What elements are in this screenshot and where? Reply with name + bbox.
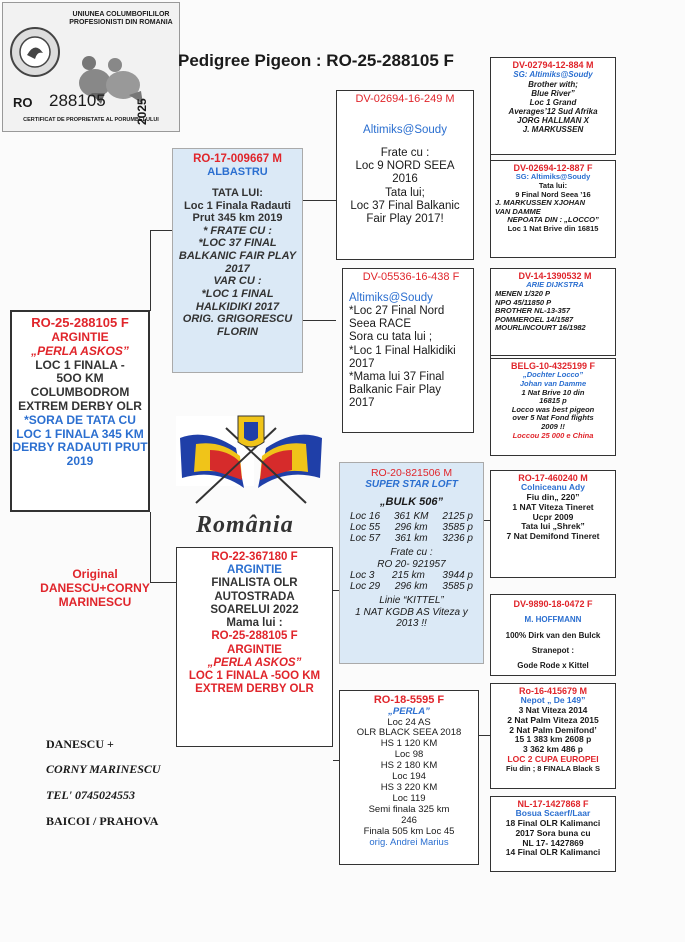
gg-line: 1 Nat Brive 10 din bbox=[521, 387, 585, 397]
mother-color: ARGINTIE bbox=[227, 564, 282, 577]
subject-line: 2019 bbox=[66, 454, 94, 469]
gg-line: POMMEROEL 14/1587 bbox=[495, 314, 574, 324]
gg-line: 16815 p bbox=[539, 396, 567, 406]
page-title: Pedigree Pigeon : RO-25-288105 F bbox=[178, 51, 454, 70]
owner-phone: TEL' 0745024553 bbox=[46, 788, 135, 802]
mf-result-p: 3944 p bbox=[442, 570, 473, 582]
gg-line: 1 NAT Viteza Tineret bbox=[512, 501, 594, 512]
father-ring: RO-17-009667 M bbox=[193, 153, 282, 165]
mf-result-row bbox=[340, 533, 483, 544]
mf-result-loc: Loc 3 bbox=[350, 570, 375, 582]
gg-line: J. MARKUSSEN bbox=[522, 125, 584, 135]
mm-name: „PERLA” bbox=[388, 705, 430, 717]
gg-line: 7 Nat Demifond Tineret bbox=[506, 531, 600, 542]
father-line: VAR CU : bbox=[213, 275, 262, 288]
gg-card-2 bbox=[490, 160, 616, 258]
fm-line: *Mama lui 37 Final bbox=[349, 370, 445, 383]
gg-line: JORG HALLMAN X bbox=[517, 116, 589, 126]
gg-line: Gode Rode x Kittel bbox=[517, 660, 589, 670]
mf-result-p: 3585 p bbox=[442, 522, 473, 534]
mf-ring: RO-20-821506 M bbox=[370, 467, 453, 479]
gg-card-7 bbox=[490, 683, 616, 789]
gg-line: Locco was best pigeon bbox=[511, 404, 595, 414]
fm-line: *Loc 27 Final Nord bbox=[349, 304, 445, 317]
ff-line: Frate cu : bbox=[380, 146, 430, 159]
origin-label: Original bbox=[72, 567, 118, 581]
gg-breeder: Bosua Scaerf/Laar bbox=[515, 808, 591, 819]
mf-result-km: 215 km bbox=[392, 570, 425, 582]
connector-mm-gg bbox=[479, 735, 490, 736]
gg-line: 2017 Sora buna cu bbox=[515, 827, 591, 838]
gg-line: Loccou 25 000 e China bbox=[512, 430, 594, 440]
gg-line: 100% Dirk van den Bulck bbox=[505, 630, 601, 640]
ff-ring: DV-02694-16-249 M bbox=[355, 93, 455, 105]
romania-flags-icon bbox=[176, 408, 326, 518]
owner-city: BAICOI / PRAHOVA bbox=[46, 814, 159, 828]
gg-line: 3 362 km 486 p bbox=[522, 744, 583, 755]
mother-line: Mama lui : bbox=[226, 617, 283, 630]
subject-color: ARGINTIE bbox=[51, 329, 109, 344]
origin-value: DANESCU+CORNY MARINESCU bbox=[40, 580, 150, 609]
mf-frate-ring: RO 20- 921957 bbox=[377, 558, 446, 570]
father-line: *LOC 37 FINAL bbox=[198, 237, 277, 250]
subject-line: *SORA DE TATA CU bbox=[24, 412, 136, 427]
ff-line: Fair Play 2017! bbox=[366, 212, 444, 225]
subject-card bbox=[10, 310, 150, 512]
fm-line: Balkanic Fair Play bbox=[349, 384, 442, 397]
mm-line: Semi finala 325 km bbox=[368, 803, 450, 815]
gg-ring: DV-9890-18-0472 F bbox=[513, 599, 593, 609]
subject-name: „PERLA ASKOS” bbox=[31, 343, 129, 358]
gg-line: Loc 1 Grand bbox=[529, 97, 577, 107]
certificate-ring: 288105 bbox=[49, 91, 106, 110]
romania-flag bbox=[176, 408, 326, 543]
mm-line: HS 1 120 KM bbox=[380, 738, 438, 750]
mm-card bbox=[339, 690, 479, 865]
subject-line: LOC 1 FINALA - bbox=[35, 357, 125, 372]
gg-line: NL 17- 1427869 bbox=[522, 837, 584, 848]
mother-ref-ring: RO-25-288105 F bbox=[211, 630, 298, 643]
gg-line: LOC 2 CUPA EUROPEI bbox=[507, 753, 599, 764]
subject-line: COLUMBODROM bbox=[30, 385, 130, 400]
ff-card bbox=[336, 90, 474, 260]
mf-result-row bbox=[340, 511, 483, 522]
father-line: FLORIN bbox=[217, 325, 258, 338]
gg-ring: RO-17-460240 M bbox=[518, 473, 588, 483]
father-line: *LOC 1 FINAL bbox=[201, 287, 274, 300]
gg-line: Averages’12 Sud Afrika bbox=[508, 107, 598, 117]
gg-line: Ucpr 2009 bbox=[532, 511, 574, 522]
mf-line: 2013 !! bbox=[396, 618, 427, 630]
mf-breeder: SUPER STAR LOFT bbox=[365, 479, 458, 491]
gg-ring: NL-17-1427868 F bbox=[517, 799, 589, 809]
gg-breeder: Colniceanu Ady bbox=[521, 482, 585, 493]
gg-line: Loc 1 Nat Brive din 16815 bbox=[507, 224, 599, 234]
gg-line: MENEN 1/320 P bbox=[495, 288, 551, 298]
certificate-country: RO bbox=[13, 95, 33, 110]
gg-line: 15 1 383 km 2608 p bbox=[514, 734, 592, 745]
gg-ring: DV-02694-12-887 F bbox=[513, 163, 593, 173]
mf-result-loc: Loc 16 bbox=[350, 511, 381, 523]
father-color: ALBASTRU bbox=[207, 166, 268, 179]
gg-line: NEPOATA DIN : „LOCCO” bbox=[507, 215, 599, 225]
certificate-org-line1: UNIUNEA COLUMBOFILILOR bbox=[72, 11, 170, 18]
gg-breeder: SG: Altimiks@Soudy bbox=[513, 70, 593, 80]
mm-line: HS 3 220 KM bbox=[380, 782, 438, 794]
father-line: * FRATE CU : bbox=[203, 224, 272, 237]
father-line: TATA LUI: bbox=[212, 186, 263, 199]
mother-card bbox=[176, 547, 333, 747]
mf-result-km: 361 km bbox=[394, 533, 428, 545]
gg-line: 14 Final OLR Kalimanci bbox=[505, 847, 601, 858]
gg-line: Tata lui „Shrek” bbox=[521, 521, 585, 532]
gg-line: VAN DAMME bbox=[495, 206, 541, 216]
gg-breeder: SG: Altimiks@Soudy bbox=[515, 172, 591, 182]
origin-block bbox=[20, 568, 170, 609]
fm-card bbox=[342, 268, 474, 433]
gg-line: 2 Nat Palm Demifond’ bbox=[509, 724, 597, 735]
fm-line: *Loc 1 Final Halkidiki bbox=[349, 344, 456, 357]
union-logo-icon bbox=[9, 23, 61, 81]
gg-line: over 5 Nat Fond flights bbox=[512, 413, 594, 423]
gg-card-1 bbox=[490, 57, 616, 155]
father-line: HALKIDIKI 2017 bbox=[195, 300, 280, 313]
mf-name: „BULK 506” bbox=[380, 495, 443, 508]
mf-result-km: 361 KM bbox=[393, 511, 429, 523]
fm-breeder: Altimiks@Soudy bbox=[349, 291, 433, 304]
certificate-header bbox=[65, 11, 177, 27]
mf-result-p: 3585 p bbox=[442, 581, 473, 593]
mm-line: Loc 119 bbox=[392, 793, 426, 805]
gg-line: Fiu din„ 220” bbox=[526, 492, 580, 503]
gg-breeder2: Johan van Damme bbox=[519, 378, 587, 388]
mother-ref-line: LOC 1 FINALA -5OO KM bbox=[188, 669, 321, 682]
certificate-stamp bbox=[2, 2, 180, 132]
mf-frate-label: Frate cu : bbox=[390, 547, 433, 559]
owner-line1: DANESCU + bbox=[46, 737, 114, 751]
mf-result-km: 296 km bbox=[394, 581, 428, 593]
mf-result-row bbox=[340, 581, 483, 592]
owner-block bbox=[46, 732, 161, 834]
fm-line: 2017 bbox=[349, 357, 375, 370]
fm-line: Sora cu tata lui ; bbox=[349, 331, 433, 344]
gg-breeder: Nepot „ De 149” bbox=[520, 695, 586, 706]
mm-line: Finala 505 km Loc 45 bbox=[363, 825, 455, 837]
mf-results bbox=[340, 511, 483, 544]
ff-line: Tata lui; bbox=[385, 186, 425, 199]
certificate-org-line2: PROFESIONISTI DIN ROMANIA bbox=[69, 19, 173, 27]
mf-result-row bbox=[340, 522, 483, 533]
mother-line: FINALISTA OLR bbox=[211, 577, 298, 590]
mother-ring: RO-22-367180 F bbox=[211, 551, 298, 563]
ff-line: 2016 bbox=[392, 173, 418, 186]
mm-line: HS 2 180 KM bbox=[380, 760, 438, 772]
certificate-footer: CERTIFICAT DE PROPRIETATE AL PORUMBELULUI bbox=[23, 117, 159, 123]
mf-result-p: 3236 p bbox=[442, 533, 473, 545]
subject-line: DERBY RADAUTI PRUT bbox=[12, 440, 148, 455]
mother-ref-color: ARGINTIE bbox=[227, 643, 282, 656]
father-line: ORIG. GRIGORESCU bbox=[182, 313, 293, 326]
mf-result-loc: Loc 57 bbox=[350, 533, 381, 545]
mf-result-loc: Loc 55 bbox=[350, 522, 381, 534]
gg-card-8 bbox=[490, 796, 616, 872]
mf-line: 1 NAT KGDB AS Viteza y bbox=[355, 606, 468, 618]
subject-line: LOC 1 FINALA 345 KM bbox=[16, 426, 144, 441]
father-card bbox=[172, 148, 303, 373]
gg-ring: Ro-16-415679 M bbox=[518, 686, 588, 696]
fm-ring: DV-05536-16-438 F bbox=[362, 271, 460, 283]
gg-line: 2 Nat Palm Viteza 2015 bbox=[507, 714, 599, 725]
gg-ring: BELG-10-4325199 F bbox=[510, 361, 596, 371]
mf-card bbox=[339, 462, 484, 664]
gg-line: 9 Final Nord Seea ’16 bbox=[515, 189, 591, 199]
mf-result-p: 2125 p bbox=[442, 511, 473, 523]
gg-line: 3 Nat Viteza 2014 bbox=[518, 705, 588, 716]
gg-line: NPO 45/11850 P bbox=[495, 297, 552, 307]
fm-line: 2017 bbox=[349, 397, 375, 410]
gg-card-6 bbox=[490, 594, 616, 676]
gg-breeder: M. HOFFMANN bbox=[524, 615, 582, 625]
mf-line: Linie “KITTEL” bbox=[379, 595, 444, 607]
gg-card-5 bbox=[490, 470, 616, 578]
mm-line: OLR BLACK SEEA 2018 bbox=[356, 727, 462, 739]
gg-ring: DV-14-1390532 M bbox=[518, 271, 592, 281]
gg-breeder: ARIE DIJKSTRA bbox=[526, 280, 584, 290]
subject-line: 5OO KM bbox=[56, 371, 104, 386]
gg-ring: DV-02794-12-884 M bbox=[512, 60, 594, 70]
mf-result-row bbox=[340, 570, 483, 581]
mother-ref-name: „PERLA ASKOS” bbox=[207, 656, 302, 669]
gg-line: Blue River” bbox=[531, 88, 575, 98]
mm-ring: RO-18-5595 F bbox=[373, 694, 445, 706]
mf-result-km: 296 km bbox=[394, 522, 428, 534]
ff-breeder: Altimiks@Soudy bbox=[363, 123, 447, 136]
ff-line: Loc 37 Final Balkanic bbox=[350, 199, 460, 212]
owner-line2: CORNY MARINESCU bbox=[46, 762, 161, 776]
mother-line: AUTOSTRADA bbox=[214, 590, 295, 603]
fm-line: Seea RACE bbox=[349, 318, 412, 331]
connector-father-ff bbox=[303, 200, 336, 201]
gg-line: 2009 !! bbox=[541, 422, 565, 432]
father-line: Loc 1 Finala Radauti bbox=[184, 199, 291, 212]
connector-ff-gg bbox=[474, 110, 491, 210]
certificate-year: 2025 bbox=[135, 98, 149, 125]
father-line: Prut 345 km 2019 bbox=[192, 212, 283, 225]
gg-card-4 bbox=[490, 358, 616, 456]
gg-line: J. MARKUSSEN XJOHAN bbox=[495, 198, 586, 208]
mm-line: 246 bbox=[401, 814, 417, 826]
subject-ring: RO-25-288105 F bbox=[31, 315, 129, 330]
mm-line: Loc 194 bbox=[392, 771, 426, 783]
mm-origin: orig. Andrei Marius bbox=[369, 836, 449, 848]
connector-father-fm bbox=[303, 320, 336, 321]
gg-line: Stranepot : bbox=[531, 645, 575, 655]
connector-subject-father bbox=[150, 230, 173, 311]
gg-line: Tata lui: bbox=[538, 180, 568, 190]
gg-line: Brother with; bbox=[528, 79, 578, 89]
flag-caption: România bbox=[196, 512, 294, 538]
father-line: 2017 bbox=[225, 262, 250, 275]
gg-line: 18 Final OLR Kalimanci bbox=[505, 818, 601, 829]
father-line: BALKANIC FAIR PLAY bbox=[178, 250, 297, 263]
mm-line: Loc 98 bbox=[394, 749, 424, 761]
gg-line: MOURLINCOURT 16/1982 bbox=[495, 323, 586, 333]
gg-card-3 bbox=[490, 268, 616, 356]
mm-line: Loc 24 AS bbox=[387, 716, 431, 728]
subject-line: EXTREM DERBY OLR bbox=[18, 398, 142, 413]
mf-result-loc: Loc 29 bbox=[350, 581, 381, 593]
mother-ref-line: EXTREM DERBY OLR bbox=[195, 683, 314, 696]
mother-line: SOARELUI 2022 bbox=[210, 603, 299, 616]
ff-line: Loc 9 NORD SEEA bbox=[355, 160, 455, 173]
connector-fm-gg bbox=[474, 315, 491, 415]
gg-line: Fiu din ; 8 FINALA Black S bbox=[506, 763, 600, 773]
gg-breeder: „Dochter Locco” bbox=[522, 370, 583, 380]
gg-line: BROTHER NL-13-357 bbox=[495, 306, 571, 316]
